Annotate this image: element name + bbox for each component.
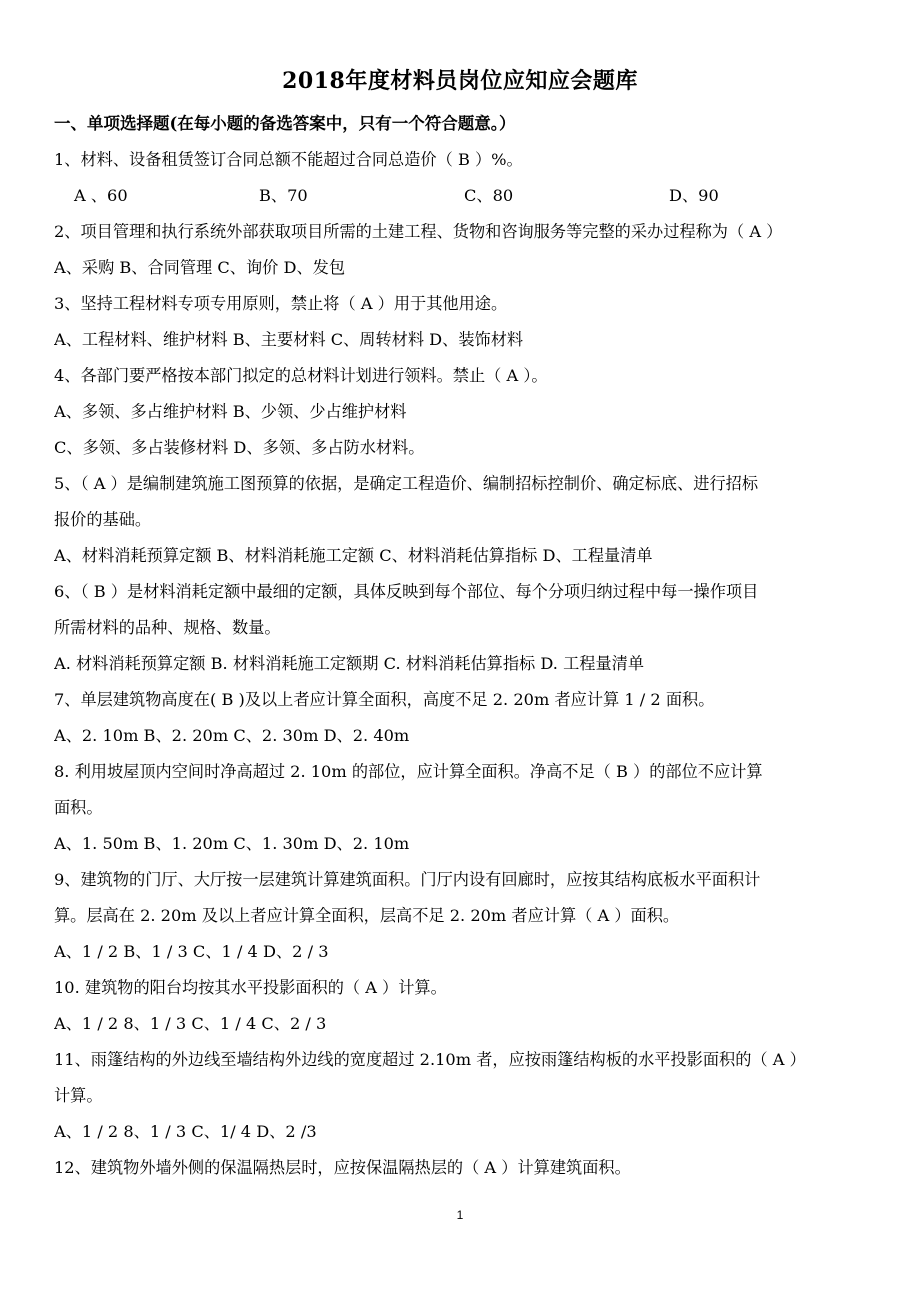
- section-heading: 一、单项选择题(在每小题的备选答案中，只有一个符合题意。）: [54, 114, 516, 133]
- question-11-continued: 计算。: [54, 1086, 103, 1105]
- question-4: 4、各部门要严格按本部门拟定的总材料计划进行领料。禁止（ A ）。: [54, 366, 548, 385]
- question-10-options: A、1 / 2 8、1 / 3 C、1 / 4 C、2 / 3: [54, 1014, 327, 1033]
- question-8-continued: 面积。: [54, 798, 103, 817]
- question-9-options: A、1 / 2 B、1 / 3 C、1 / 4 D、2 / 3: [54, 942, 329, 961]
- question-5-options: A、材料消耗预算定额 B、材料消耗施工定额 C、材料消耗估算指标 D、工程量清单: [54, 546, 653, 565]
- question-7: 7、单层建筑物高度在( B )及以上者应计算全面积，高度不足 2. 20m 者应计算 1 / 2 面积。: [54, 690, 715, 709]
- question-2: 2、项目管理和执行系统外部获取项目所需的土建工程、货物和咨询服务等完整的采办过程称为（ A ）: [54, 222, 783, 241]
- question-list: [54, 142, 882, 1186]
- page-title: 2018年度材料员岗位应知应会题库: [282, 68, 638, 94]
- question-9: 9、建筑物的门厅、大厅按一层建筑计算建筑面积。门厅内设有回廊时，应按其结构底板水平面积计: [54, 870, 761, 889]
- question-11: 11、雨篷结构的外边线至墙结构外边线的宽度超过 2.10m 者，应按雨篷结构板的水平投影面积的（ A ）: [54, 1050, 806, 1069]
- question-3: 3、坚持工程材料专项专用原则，禁止将（ A ）用于其他用途。: [54, 294, 508, 313]
- question-5-continued: 报价的基础。: [54, 510, 152, 529]
- question-6: 6、（ B ）是材料消耗定额中最细的定额，具体反映到每个部位、每个分项归纳过程中每一操作项目: [54, 582, 759, 601]
- option-b: B、70: [259, 186, 308, 205]
- question-2-options: A、采购 B、合同管理 C、询价 D、发包: [54, 258, 346, 277]
- question-4-options-cd: C、多领、多占装修材料 D、多领、多占防水材料。: [54, 438, 425, 457]
- question-8-options: A、1. 50m B、1. 20m C、1. 30m D、2. 10m: [54, 834, 410, 853]
- question-11-options: A、1 / 2 8、1 / 3 C、1/ 4 D、2 /3: [54, 1122, 317, 1141]
- option-c: C、80: [464, 186, 514, 205]
- question-6-options: A. 材料消耗预算定额 B. 材料消耗施工定额期 C. 材料消耗估算指标 D. 工程量清单: [54, 654, 645, 673]
- option-d: D、90: [669, 186, 719, 205]
- option-a: A 、60: [74, 186, 128, 205]
- question-1-options: [54, 178, 882, 214]
- question-7-options: A、2. 10m B、2. 20m C、2. 30m D、2. 40m: [54, 726, 410, 745]
- question-8: 8. 利用坡屋顶内空间时净高超过 2. 10m 的部位，应计算全面积。净高不足（ B ）的部位不应计算: [54, 762, 763, 781]
- question-5: 5、（ A ）是编制建筑施工图预算的依据，是确定工程造价、编制招标控制价、确定标底、进行招标: [54, 474, 759, 493]
- question-6-continued: 所需材料的品种、规格、数量。: [54, 618, 281, 637]
- question-3-options: A、工程材料、维护材料 B、主要材料 C、周转材料 D、装饰材料: [54, 330, 524, 349]
- question-10: 10. 建筑物的阳台均按其水平投影面积的（ A ）计算。: [54, 978, 447, 997]
- question-9-continued: 算。层高在 2. 20m 及以上者应计算全面积，层高不足 2. 20m 者应计算（ A ）面积。: [54, 906, 680, 925]
- question-4-options-ab: A、多领、多占维护材料 B、少领、少占维护材料: [54, 402, 407, 421]
- page-number: 1: [456, 1208, 464, 1222]
- question-1: 1、材料、设备租赁签订合同总额不能超过合同总造价（ B ）%。: [54, 150, 523, 169]
- question-12: 12、建筑物外墙外侧的保温隔热层时，应按保温隔热层的（ A ）计算建筑面积。: [54, 1158, 631, 1177]
